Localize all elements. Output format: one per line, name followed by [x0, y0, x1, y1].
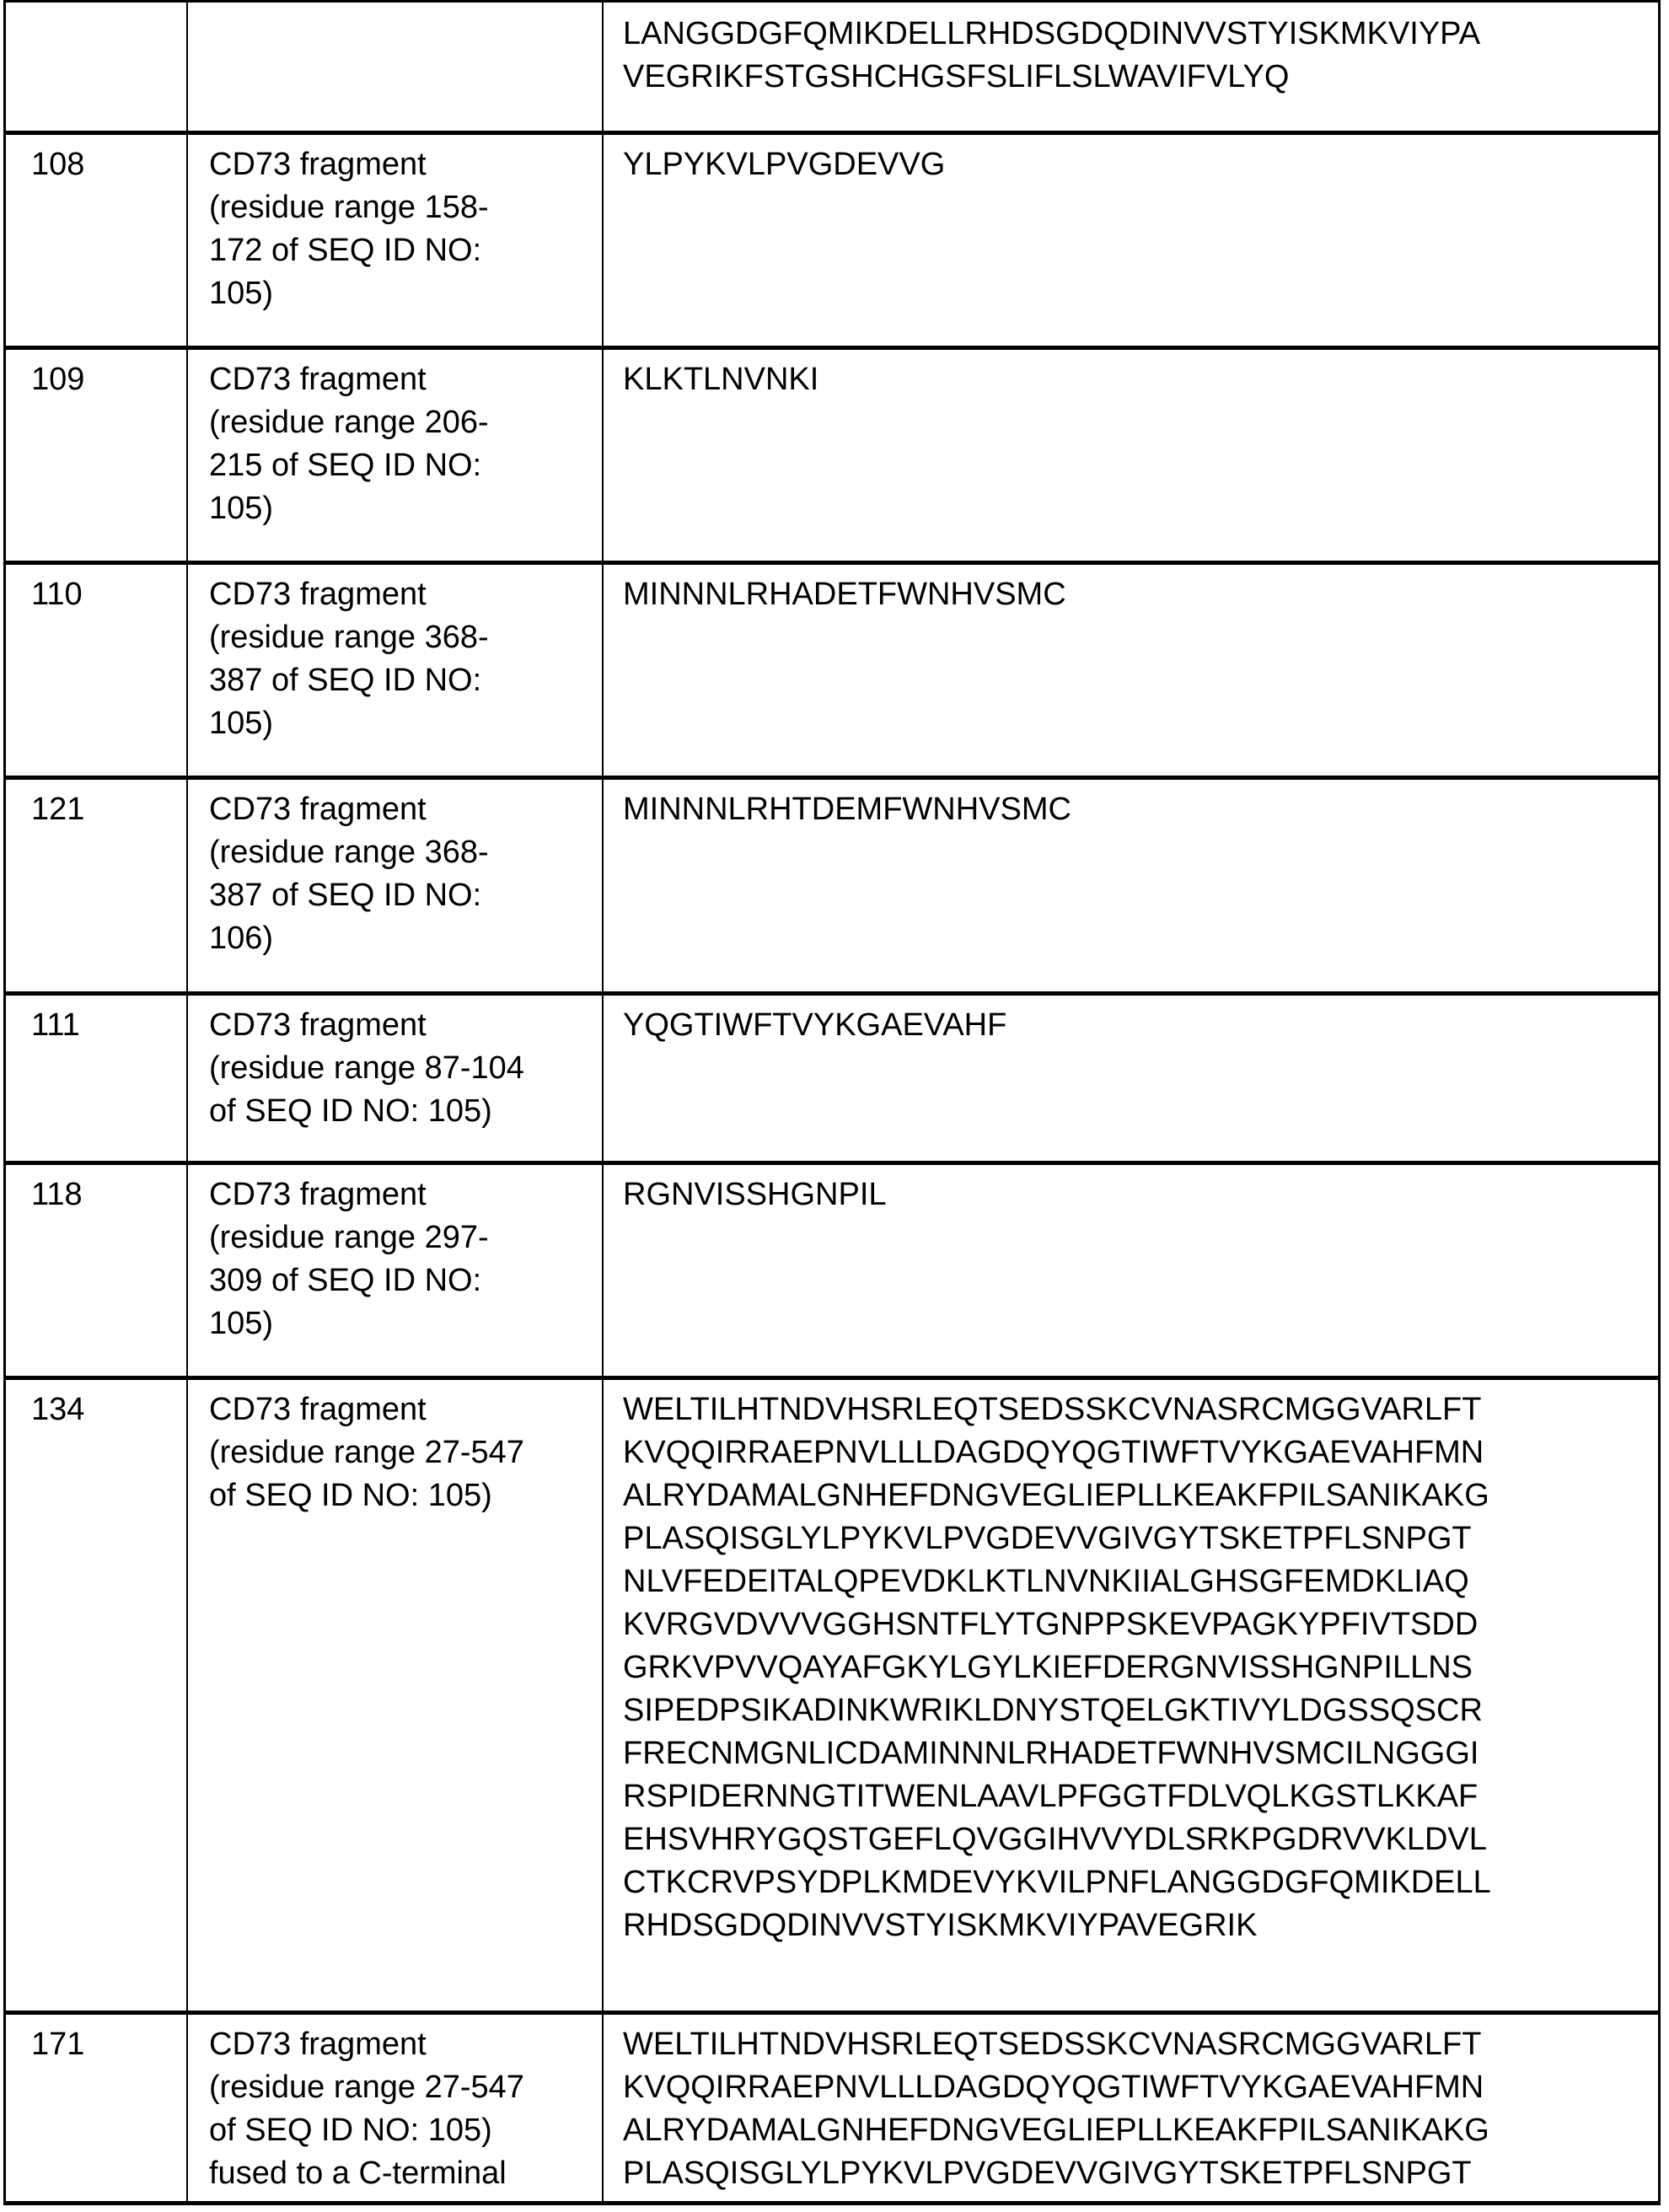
table-row [3, 135, 1661, 350]
description-line: 172 of SEQ ID NO: [209, 233, 482, 268]
sequence-cell [602, 1380, 1658, 2011]
sequence-line: VEGRIKFSTGSHCHGSFSLIFLSLWAVIFVLYQ [623, 59, 1290, 94]
description-line: (residue range 87-104 [209, 1050, 524, 1086]
description-line: 309 of SEQ ID NO: [209, 1263, 482, 1298]
seq-id-cell [6, 780, 186, 991]
description-line: 106) [209, 921, 274, 956]
seq-id-cell [6, 2015, 186, 2201]
description-line: of SEQ ID NO: 105) [209, 1093, 492, 1129]
description-line: CD73 fragment [209, 1007, 427, 1043]
description-line: (residue range 158- [209, 190, 489, 225]
table-row [3, 1165, 1661, 1380]
sequence-line: SIPEDPSIKADINKWRIKLDNYSTQELGKTIVYLDGSSQSCR [623, 1693, 1483, 1728]
description-line: CD73 fragment [209, 147, 427, 182]
seq-id-cell [6, 1380, 186, 2011]
seq-id: 121 [31, 792, 85, 827]
seq-id: 110 [31, 577, 83, 612]
sequence-cell [602, 996, 1658, 1161]
description-line: (residue range 368- [209, 620, 489, 655]
sequence-line: ALRYDAMALGNHEFDNGVEGLIEPLLKEAKFPILSANIKAKG [623, 2113, 1489, 2148]
sequence-line: PLASQISGLYLPYKVLPVGDEVVGIVGYTSKETPFLSNPGT [623, 1521, 1472, 1556]
sequence-cell [602, 565, 1658, 776]
sequence-line: RHDSGDQDINVVSTYISKMKVIYPAVEGRIK [623, 1908, 1258, 1943]
sequence-line: FRECNMGNLICDAMINNNLRHADETFWNHVSMCILNGGGI [623, 1736, 1479, 1771]
description-line: (residue range 27-547 [209, 1435, 524, 1470]
description-cell [186, 2015, 602, 2201]
description-line: of SEQ ID NO: 105) [209, 1478, 492, 1513]
sequence-line: MINNNLRHADETFWNHVSMC [623, 577, 1066, 612]
description-line: (residue range 368- [209, 835, 489, 870]
sequence-line: YQGTIWFTVYKGAEVAHF [623, 1007, 1007, 1043]
description-line: CD73 fragment [209, 792, 427, 827]
sequence-line: RGNVISSHGNPIL [623, 1177, 887, 1212]
sequence-cell [602, 1165, 1658, 1376]
description-line: 105) [209, 491, 274, 526]
seq-id: 109 [31, 362, 85, 397]
table-row [3, 2015, 1661, 2205]
sequence-cell [602, 350, 1658, 561]
description-line: 387 of SEQ ID NO: [209, 878, 482, 913]
description-line: 215 of SEQ ID NO: [209, 448, 482, 483]
table-row [3, 565, 1661, 780]
description-line: CD73 fragment [209, 1392, 427, 1427]
description-line: 387 of SEQ ID NO: [209, 663, 482, 698]
description-cell [186, 1165, 602, 1376]
table-row [3, 780, 1661, 996]
sequence-cell [602, 135, 1658, 346]
seq-id-cell [6, 350, 186, 561]
sequence-line: KLKTLNVNKI [623, 362, 819, 397]
sequence-line: PLASQISGLYLPYKVLPVGDEVVGIVGYTSKETPFLSNPGT [623, 2156, 1472, 2191]
seq-id: 111 [31, 1007, 80, 1043]
sequence-cell [602, 2015, 1658, 2201]
description-cell [186, 565, 602, 776]
description-cell [186, 3, 602, 131]
description-line: of SEQ ID NO: 105) [209, 2113, 492, 2148]
sequence-line: MINNNLRHTDEMFWNHVSMC [623, 792, 1071, 827]
table-row [3, 3, 1661, 135]
description-line: CD73 fragment [209, 577, 427, 612]
sequence-cell [602, 780, 1658, 991]
seq-id: 108 [31, 147, 85, 182]
description-line: 105) [209, 706, 274, 741]
description-line: 105) [209, 276, 274, 311]
seq-id: 134 [31, 1392, 85, 1427]
sequence-line: EHSVHRYGQSTGEFLQVGGIHVVYDLSRKPGDRVVKLDVL [623, 1822, 1487, 1857]
description-cell [186, 1380, 602, 2011]
description-cell [186, 135, 602, 346]
sequence-line: GRKVPVVQAYAFGKYLGYLKIEFDERGNVISSHGNPILLNS [623, 1650, 1473, 1685]
sequence-line: WELTILHTNDVHSRLEQTSEDSSKCVNASRCMGGVARLFT [623, 2027, 1482, 2062]
description-line: CD73 fragment [209, 2027, 427, 2062]
description-cell [186, 780, 602, 991]
sequence-line: NLVFEDEITALQPEVDKLKTLNVNKIIALGHSGFEMDKLIAQ [623, 1564, 1469, 1599]
sequence-line: YLPYKVLPVGDEVVG [623, 147, 946, 182]
seq-id-cell [6, 3, 186, 131]
description-line: (residue range 206- [209, 405, 489, 440]
seq-id-cell [6, 565, 186, 776]
description-line: CD73 fragment [209, 1177, 427, 1212]
description-line: (residue range 27-547 [209, 2070, 524, 2105]
seq-id-cell [6, 1165, 186, 1376]
description-line: fused to a C-terminal [209, 2156, 507, 2191]
description-cell [186, 996, 602, 1161]
sequence-line: KVQQIRRAEPNVLLLDAGDQYQGTIWFTVYKGAEVAHFMN [623, 2070, 1484, 2105]
sequence-line: RSPIDERNNGTITWENLAAVLPFGGTFDLVQLKGSTLKKAF [623, 1779, 1478, 1814]
description-cell [186, 350, 602, 561]
sequence-line: CTKCRVPSYDPLKMDEVYKVILPNFLANGGDGFQMIKDELL [623, 1865, 1491, 1900]
seq-id: 171 [31, 2027, 85, 2062]
sequence-line: LANGGDGFQMIKDELLRHDSGDQDINVVSTYISKMKVIYPA [623, 16, 1481, 51]
description-line: (residue range 297- [209, 1220, 489, 1255]
seq-id-cell [6, 996, 186, 1161]
sequence-line: WELTILHTNDVHSRLEQTSEDSSKCVNASRCMGGVARLFT [623, 1392, 1482, 1427]
table-row [3, 996, 1661, 1165]
description-line: 105) [209, 1306, 274, 1341]
sequence-cell [602, 3, 1658, 131]
table-row [3, 350, 1661, 565]
table-row [3, 1380, 1661, 2015]
sequence-line: KVQQIRRAEPNVLLLDAGDQYQGTIWFTVYKGAEVAHFMN [623, 1435, 1484, 1470]
seq-id: 118 [31, 1177, 83, 1212]
sequence-line: KVRGVDVVVGGHSNTFLYTGNPPSKEVPAGKYPFIVTSDD [623, 1607, 1478, 1642]
seq-id-cell [6, 135, 186, 346]
sequence-line: ALRYDAMALGNHEFDNGVEGLIEPLLKEAKFPILSANIKAKG [623, 1478, 1489, 1513]
description-line: CD73 fragment [209, 362, 427, 397]
